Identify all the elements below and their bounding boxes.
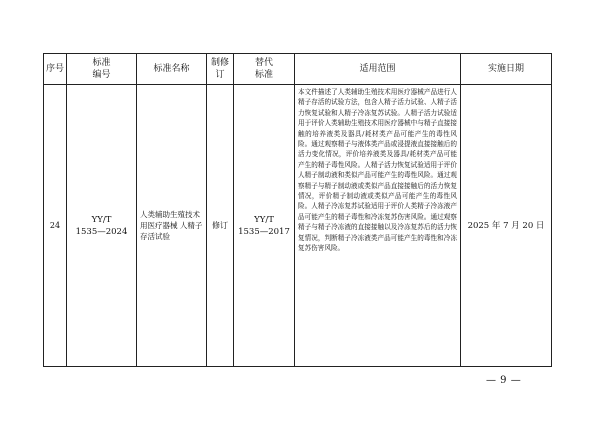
header-std-no-line2: 编号 (92, 70, 111, 80)
header-std-name: 标准名称 (137, 54, 207, 85)
cell-replaced (234, 85, 295, 367)
header-date: 实施日期 (461, 54, 552, 85)
header-type (207, 54, 234, 85)
header-replaced-line2: 标准 (254, 70, 273, 80)
cell-std-name: 人类辅助生殖技术用医疗器械 人精子存活试验 (137, 85, 207, 367)
header-type-line1: 制修 (210, 58, 229, 68)
table-row (44, 85, 552, 367)
cell-seq: 24 (44, 85, 67, 367)
cell-date: 2025 年 7 月 20 日 (461, 85, 552, 367)
header-seq: 序号 (44, 54, 67, 85)
cell-replaced-line2: 1535—2017 (238, 226, 290, 237)
header-std-no (67, 54, 137, 85)
header-std-no-line1: 标准 (92, 58, 111, 68)
header-replaced (234, 54, 295, 85)
table-header-row (44, 54, 552, 85)
cell-std-no-line2: 1535—2024 (75, 226, 128, 237)
standards-table (43, 53, 552, 367)
header-scope: 适用范围 (295, 54, 461, 85)
cell-std-no (67, 85, 137, 367)
cell-scope: 本文件描述了人类辅助生殖技术用医疗器械产品进行人精子存活的试验方法，包含人精子活力试验、人精子活力恢复试验和人精子冷冻复苏试验。人精子活力试验适用于评价人类辅助生殖技术用医疗器械中与精子直接接触的培养液类及器具/耗材类产品可能产生的毒性风险。通过观察精子与液体类产品或浸提液直接接触后的活力变化情况，评价培养液类及器具/耗材类产品可能产生的精子毒性风险。人精子活力恢复试验适用于评价人精子制动液和类似产品可能产生的毒性风险。通过观察精子与精子制动液或类似产品直接接触后的活力恢复情况，评价精子制动液或类似产品可能产生的毒性风险。人精子冷冻复苏试验适用于评价人类精子冷冻液产品可能产生的精子毒性和冷冻复苏伤害风险。通过观察精子与精子冷冻液的直接接触以及冷冻复苏后的活力恢复情况，判断精子冷冻液类产品可能产生的毒性和冷冻复苏伤害风险。 (295, 85, 461, 367)
header-type-line2: 订 (215, 70, 225, 80)
cell-replaced-line1: YY/T (254, 214, 274, 225)
header-replaced-line1: 替代 (254, 58, 273, 68)
cell-std-no-line1: YY/T (91, 214, 112, 225)
page-number: — 9 — (486, 375, 522, 386)
cell-type: 修订 (207, 85, 234, 367)
